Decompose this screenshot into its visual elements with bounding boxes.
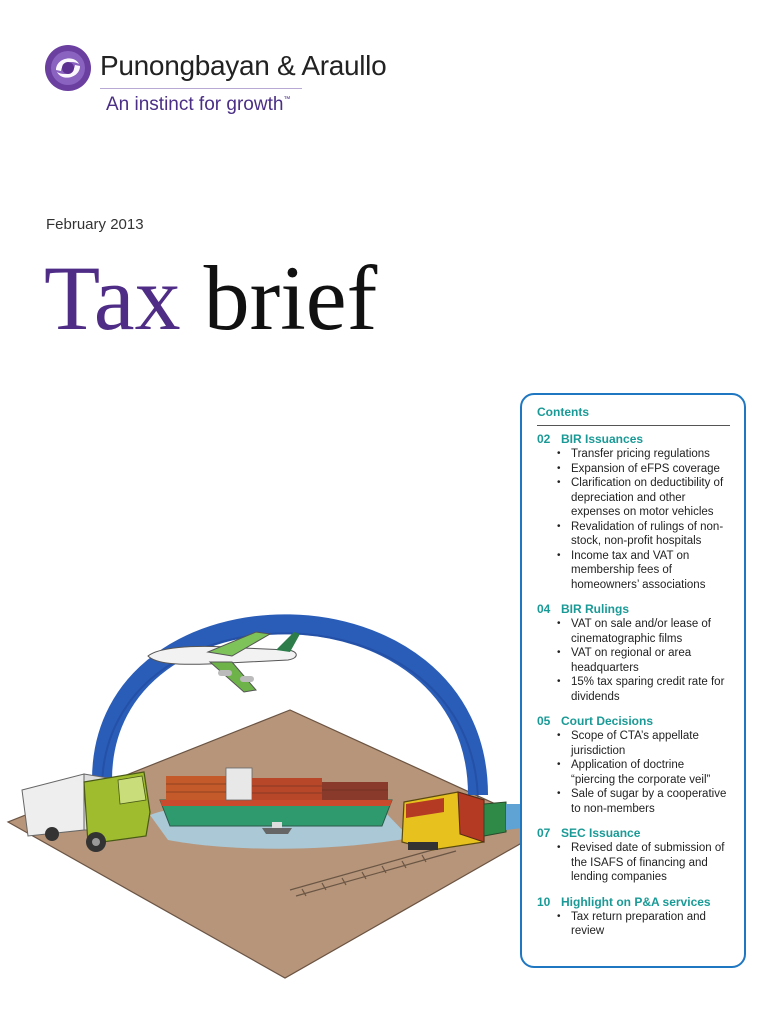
section-heading[interactable] [537,432,730,446]
logo-divider [100,88,302,89]
section-item-list [537,729,730,816]
section-item: • Application of doctrine “piercing the corporate veil” [557,758,730,787]
section-item-list [537,447,730,592]
section-page-number: 07 [537,826,551,840]
section-heading[interactable] [537,895,730,909]
section-item: • VAT on regional or area headquarters [557,646,730,675]
contents-heading: Contents [537,405,589,419]
section-item: • Sale of sugar by a cooperative to non-members [557,787,730,816]
section-item: • Revalidation of rulings of non-stock, non-profit hospitals [557,520,730,549]
section-title: BIR Issuances [561,432,644,446]
cover-illustration [0,590,568,990]
section-item-list [537,841,730,885]
contents-section [537,432,730,592]
contents-divider [537,425,730,426]
trademark-mark: ™ [283,96,291,103]
section-title: Highlight on P&A services [561,894,711,909]
section-heading[interactable] [537,826,730,840]
contents-sections [537,432,730,939]
section-title: Court Decisions [561,714,654,728]
section-page-number: 02 [537,432,551,446]
section-item: • 15% tax sparing credit rate for dividends [557,675,730,704]
contents-section [537,895,730,939]
title-word-brief: brief [203,247,378,349]
section-item: • VAT on sale and/or lease of cinematographic films [557,617,730,646]
section-item: • Tax return preparation and review [557,910,730,939]
section-item: • Scope of CTA’s appellate jurisdiction [557,729,730,758]
title-word-tax: Tax [44,247,181,349]
issue-date: February 2013 [46,216,144,233]
section-heading[interactable] [537,602,730,616]
section-heading[interactable] [537,714,730,728]
section-page-number: 04 [537,602,551,616]
tagline [106,94,290,116]
section-page-number: 05 [537,714,551,728]
section-item-list [537,617,730,704]
firm-name: Punongbayan & Araullo [100,50,387,81]
section-item: • Revised date of submission of the ISAFS of financing and lending companies [557,841,730,885]
section-title: BIR Rulings [561,602,629,616]
section-title: SEC Issuance [561,826,641,840]
section-page-number: 10 [537,894,551,909]
section-item: • Clarification on deductibility of depreciation and other expenses on motor vehicles [557,476,730,520]
firm-logo-icon [44,44,92,92]
contents-section [537,826,730,885]
document-title [44,247,378,349]
section-item-list [537,910,730,939]
section-item: • Transfer pricing regulations [557,447,730,462]
contents-panel [520,393,746,968]
section-item: • Expansion of eFPS coverage [557,462,730,477]
tagline-text: An instinct for growth [106,94,284,115]
contents-section [537,602,730,704]
contents-section [537,714,730,816]
section-item: • Income tax and VAT on membership fees of homeowners’ associations [557,549,730,593]
